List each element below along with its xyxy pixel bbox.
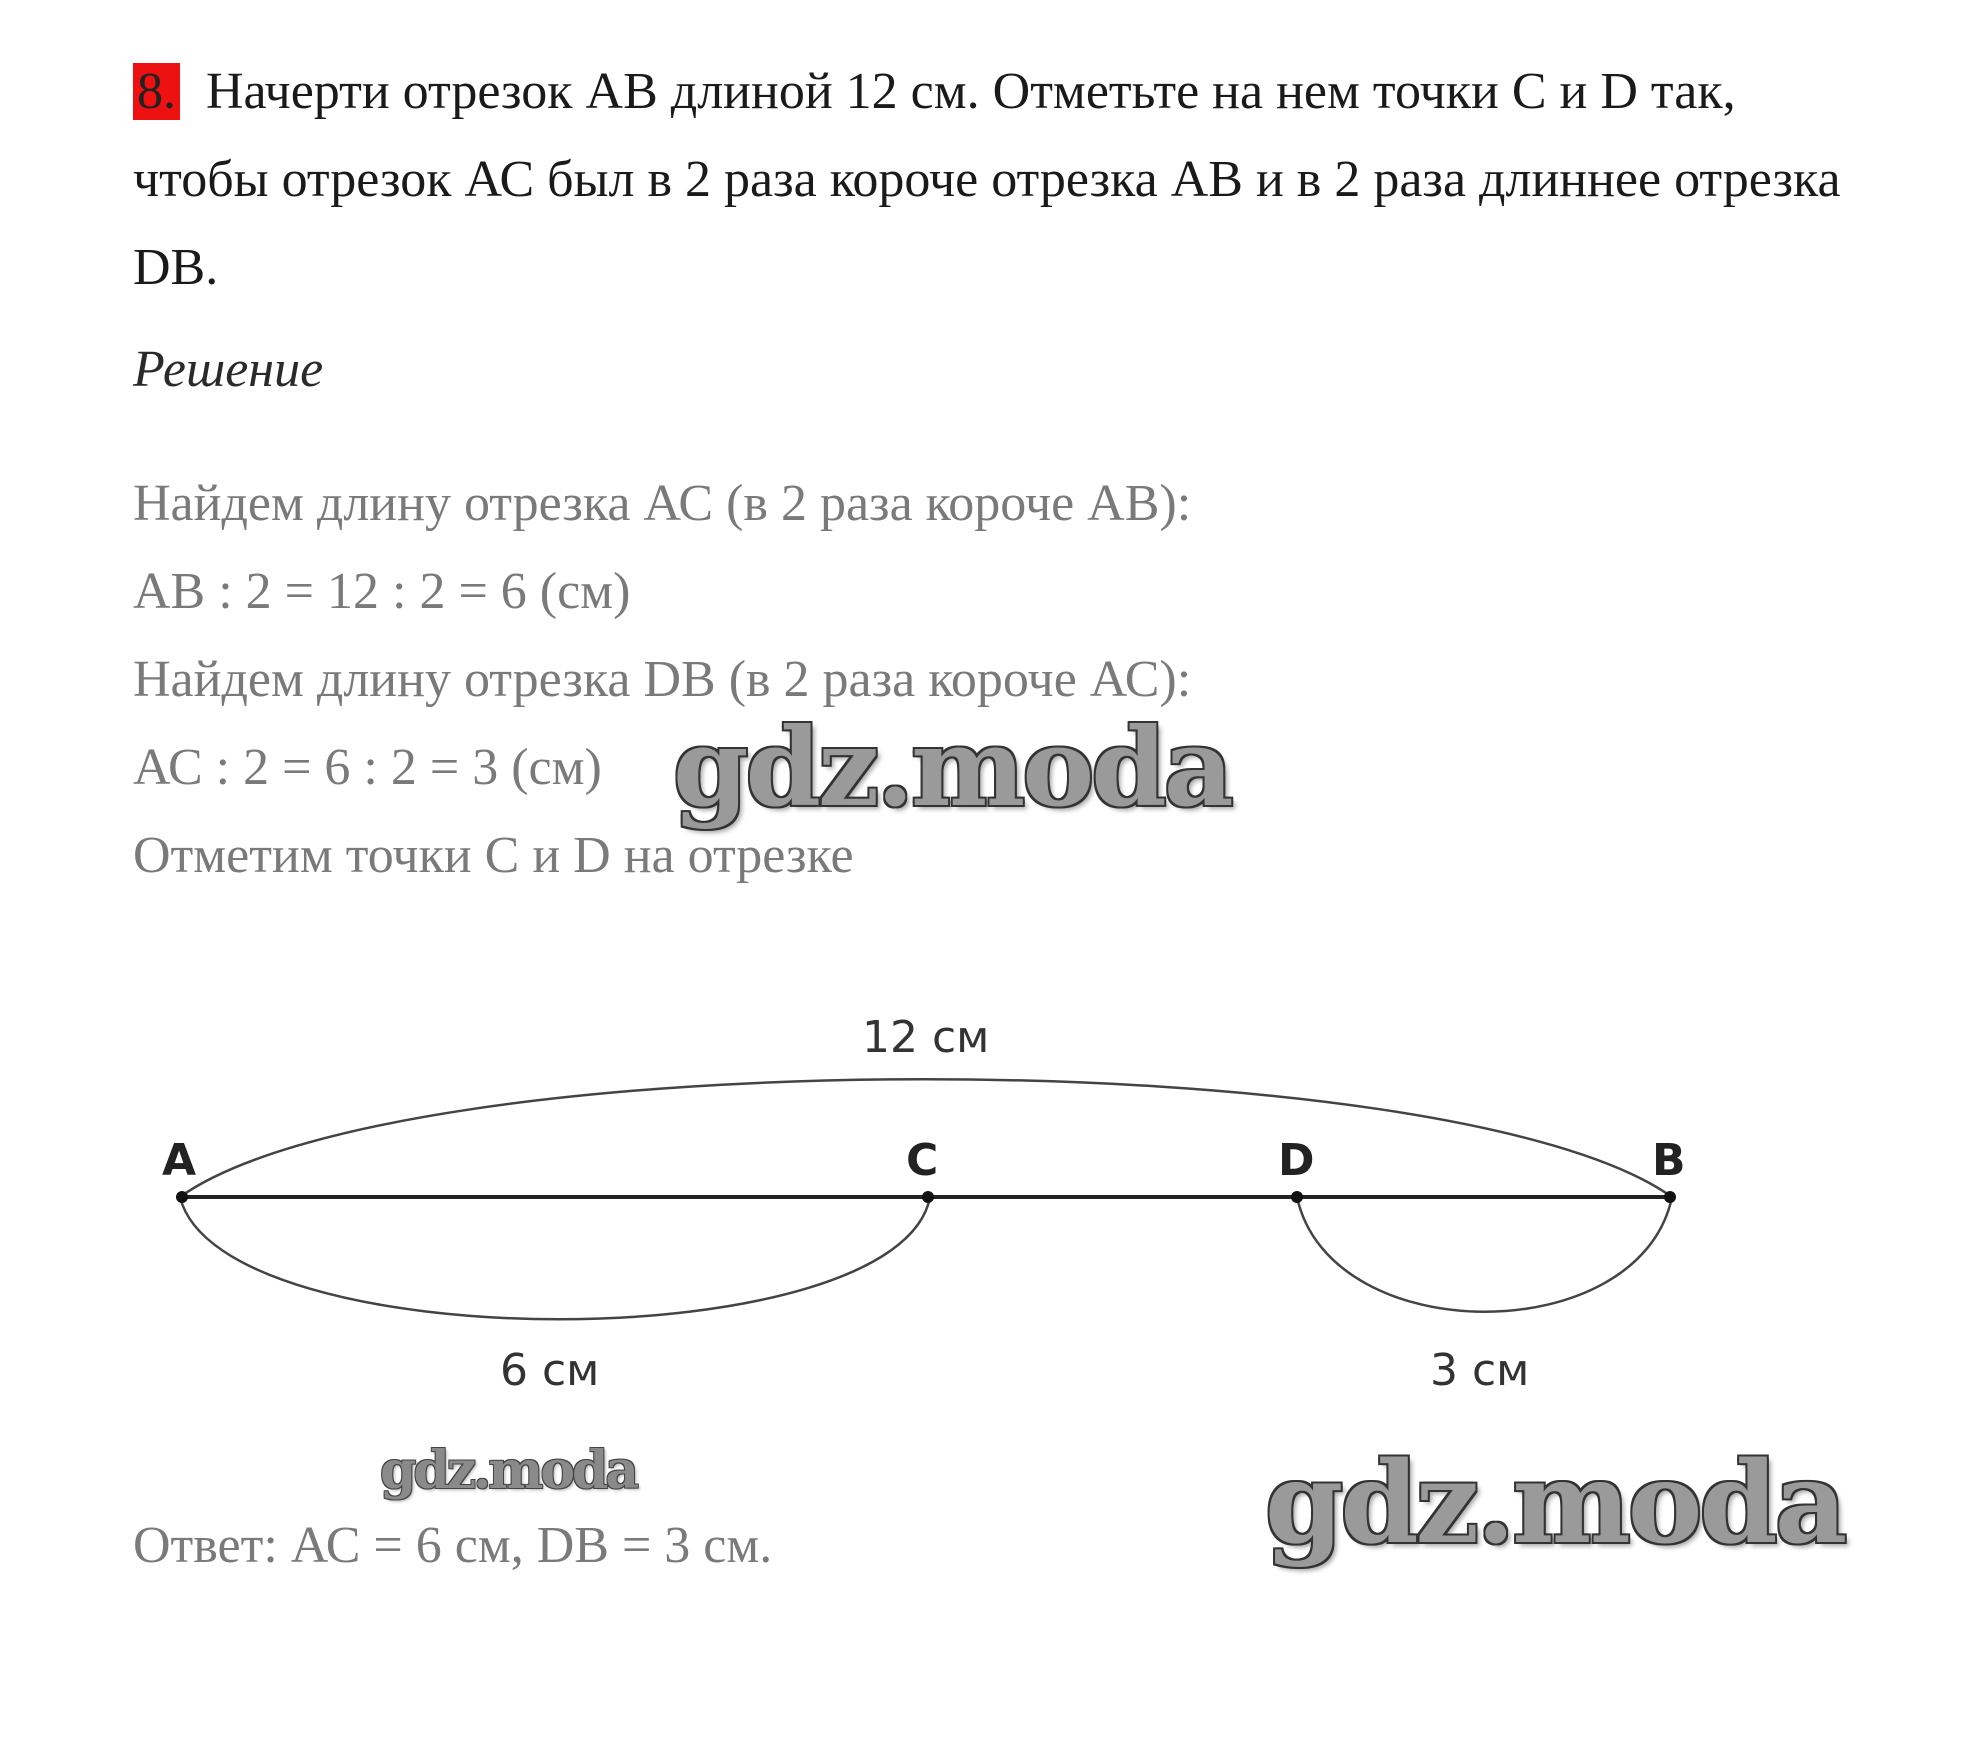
solution-line: АВ : 2 = 12 : 2 = 6 (см) — [133, 563, 631, 620]
solution-line: АС : 2 = 6 : 2 = 3 (см) — [133, 739, 602, 796]
watermark: gdz.moda — [1265, 1438, 1845, 1569]
task-statement: Начерти отрезок АВ длиной 12 см. Отметьте на нем точки С и D так, чтобы отрезок АС был в 2 раза короче отрезка АВ и в 2 раза длиннее отрезка DВ. — [133, 63, 1841, 296]
label-3cm: 3 см — [1430, 1345, 1530, 1396]
point-a — [176, 1191, 188, 1203]
watermark: gdz.moda — [380, 1440, 637, 1501]
watermark: gdz.moda — [673, 705, 1231, 831]
arc-ac — [180, 1197, 930, 1319]
label-a: A — [162, 1135, 197, 1186]
label-d: D — [1278, 1135, 1315, 1186]
point-b — [1664, 1191, 1676, 1203]
point-d — [1291, 1191, 1303, 1203]
label-c: C — [906, 1135, 939, 1186]
point-c — [922, 1191, 934, 1203]
label-b: B — [1652, 1135, 1686, 1186]
task-number: 8. — [133, 63, 180, 120]
solution-line: Найдем длину отрезка АС (в 2 раза короче АВ): — [133, 475, 1192, 532]
label-6cm: 6 см — [500, 1345, 600, 1396]
solution-heading: Решение — [133, 341, 324, 398]
solution-line: Отметим точки С и D на отрезке — [133, 827, 854, 884]
solution-line: Найдем длину отрезка DВ (в 2 раза короче АС): — [133, 651, 1192, 708]
arc-db — [1297, 1197, 1672, 1312]
label-12cm: 12 см — [862, 1012, 990, 1063]
answer-text: Ответ: АС = 6 см, DВ = 3 см. — [133, 1517, 773, 1574]
